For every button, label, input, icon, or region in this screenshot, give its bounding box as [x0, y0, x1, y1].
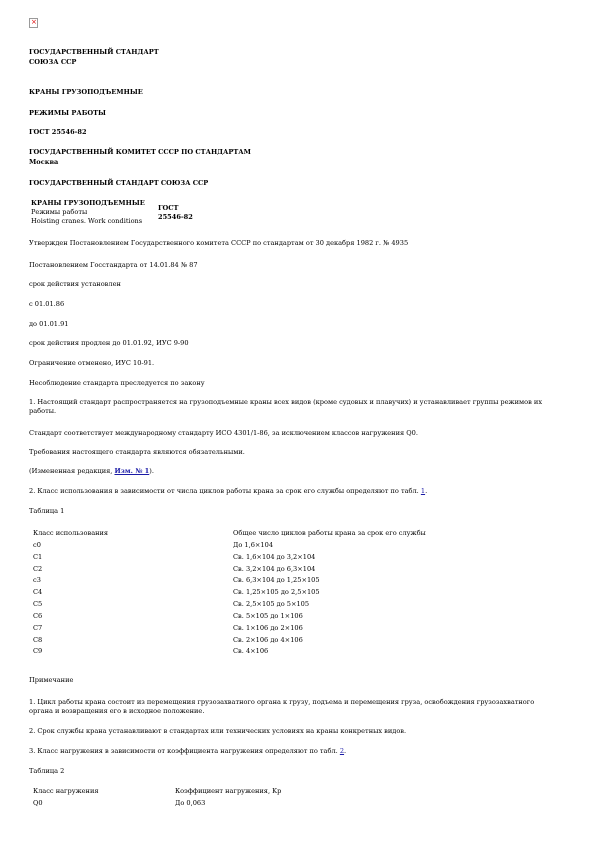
table-2-caption: Таблица 2	[29, 767, 65, 775]
to-date: до 01.01.91	[29, 320, 69, 328]
table-2	[29, 787, 281, 811]
table-1	[29, 529, 426, 659]
table-cell: С5	[33, 600, 43, 609]
table-cell: Св. 1,6×104 до 3,2×104	[233, 552, 316, 561]
table-cell: Св. 1×106 до 2×106	[233, 623, 303, 632]
table-row	[29, 576, 426, 588]
table-row	[29, 636, 426, 648]
table-row	[29, 799, 281, 811]
committee-name: ГОСУДАРСТВЕННЫЙ КОМИТЕТ СССР ПО СТАНДАРТАМ	[29, 148, 251, 156]
table-header-cell: Класс использования	[33, 529, 109, 537]
table-row	[29, 600, 426, 612]
table-row	[29, 541, 426, 553]
table-row	[29, 624, 426, 636]
title-block-name-ru: КРАНЫ ГРУЗОПОДЪЕМНЫЕ	[31, 199, 145, 207]
table-cell: До 1,6×104	[233, 540, 274, 549]
table-header-cell: Коэффициент нагружения, Kр	[175, 787, 282, 795]
table-row	[29, 588, 426, 600]
table-cell: Q0	[33, 798, 43, 807]
validity-label: срок действия установлен	[29, 280, 121, 288]
table-cell: Св. 2,5×105 до 5×105	[233, 600, 310, 609]
city-name: Москва	[29, 158, 59, 166]
from-date: с 01.01.86	[29, 300, 65, 308]
table-cell: С1	[33, 552, 43, 561]
table-1-link[interactable]: 1	[420, 487, 426, 495]
note-2: 2. Срок службы крана устанавливают в стандартах или технических условиях на краны конкретных видов.	[29, 727, 407, 735]
table-cell: С6	[33, 611, 43, 620]
table-row	[29, 553, 426, 565]
title-block-name-ru-sub: Режимы работы	[31, 208, 88, 216]
paragraph-5: 2. Класс использования в зависимости от числа циклов работы крана за срок его службы определяют по табл. 1.	[29, 487, 428, 495]
table-header-cell: Класс нагружения	[33, 787, 99, 795]
approved-text: Утвержден Постановлением Государственного комитета СССР по стандартам от 30 декабря 1982 г. № 4935	[29, 239, 409, 247]
table-row	[29, 612, 426, 624]
change-1-link[interactable]: Изм. № 1	[114, 467, 150, 475]
paragraph-1: 1. Настоящий стандарт распространяется на грузоподъемные краны всех видов (кроме судовых и плавучих) и устанавливает группы режимов их работы.	[29, 398, 543, 415]
table-2-link[interactable]: 2	[339, 747, 345, 755]
table-row	[29, 647, 426, 659]
table-cell: С7	[33, 623, 43, 632]
extended-text: срок действия продлен до 01.01.92, ИУС 9-90	[29, 339, 189, 347]
law-text: Несоблюдение стандарта преследуется по закону	[29, 379, 205, 387]
table-cell: Св. 3,2×104 до 6,3×104	[233, 564, 316, 573]
title-block-gost-number: 25546-82	[158, 213, 193, 221]
paragraph-4: (Измененная редакция, Изм. № 1).	[29, 467, 154, 475]
table-cell: с0	[33, 540, 41, 549]
paragraph-6: 3. Класс нагружения в зависимости от коэффициента нагружения определяют по табл. 2.	[29, 747, 347, 755]
table-cell: До 0,063	[175, 798, 206, 807]
table-cell: С2	[33, 564, 43, 573]
broken-image-icon	[29, 18, 38, 28]
table-cell: С9	[33, 647, 43, 656]
notes-label: Примечание	[29, 676, 74, 684]
table-cell: Св. 4×106	[233, 647, 269, 656]
note-1: 1. Цикл работы крана состоит из перемещения грузозахватного органа к грузу, подъема и перемещения груза, освобождения грузозахватного органа и возвращения его в исходное положение.	[29, 698, 535, 715]
table-header-row	[29, 529, 426, 541]
table-cell: С8	[33, 635, 43, 644]
table-1-caption: Таблица 1	[29, 507, 65, 515]
title-block-name-en: Hoisting cranes. Work conditions	[31, 217, 143, 225]
table-cell: Св. 2×106 до 4×106	[233, 635, 303, 644]
org-line2: СОЮЗА ССР	[29, 58, 77, 66]
paragraph-3: Требования настоящего стандарта являются обязательными.	[29, 448, 245, 456]
org-full-name: ГОСУДАРСТВЕННЫЙ СТАНДАРТ СОЮЗА ССР	[29, 179, 209, 187]
table-header-cell: Общее число циклов работы крана за срок его службы	[233, 529, 426, 537]
paragraph-2: Стандарт соответствует международному стандарту ИСО 4301/1-86, за исключением классов нагружения Q0.	[29, 429, 418, 437]
doc-title: КРАНЫ ГРУЗОПОДЪЕМНЫЕ	[29, 88, 143, 96]
table-cell: Св. 5×105 до 1×106	[233, 611, 303, 620]
table-cell: с3	[33, 576, 41, 585]
doc-subtitle: РЕЖИМЫ РАБОТЫ	[29, 109, 106, 117]
resolution-text: Постановлением Госстандарта от 14.01.84 № 87	[29, 261, 198, 269]
table-header-row	[29, 787, 281, 799]
table-cell: Св. 6,3×104 до 1,25×105	[233, 576, 320, 585]
gost-number: ГОСТ 25546-82	[29, 128, 87, 136]
table-cell: С4	[33, 588, 43, 597]
restriction-text: Ограничение отменено, ИУС 10-91.	[29, 359, 155, 367]
table-cell: Св. 1,25×105 до 2,5×105	[233, 588, 320, 597]
table-row	[29, 565, 426, 577]
title-block-gost-label: ГОСТ	[158, 204, 179, 212]
org-line1: ГОСУДАРСТВЕННЫЙ СТАНДАРТ	[29, 48, 159, 56]
